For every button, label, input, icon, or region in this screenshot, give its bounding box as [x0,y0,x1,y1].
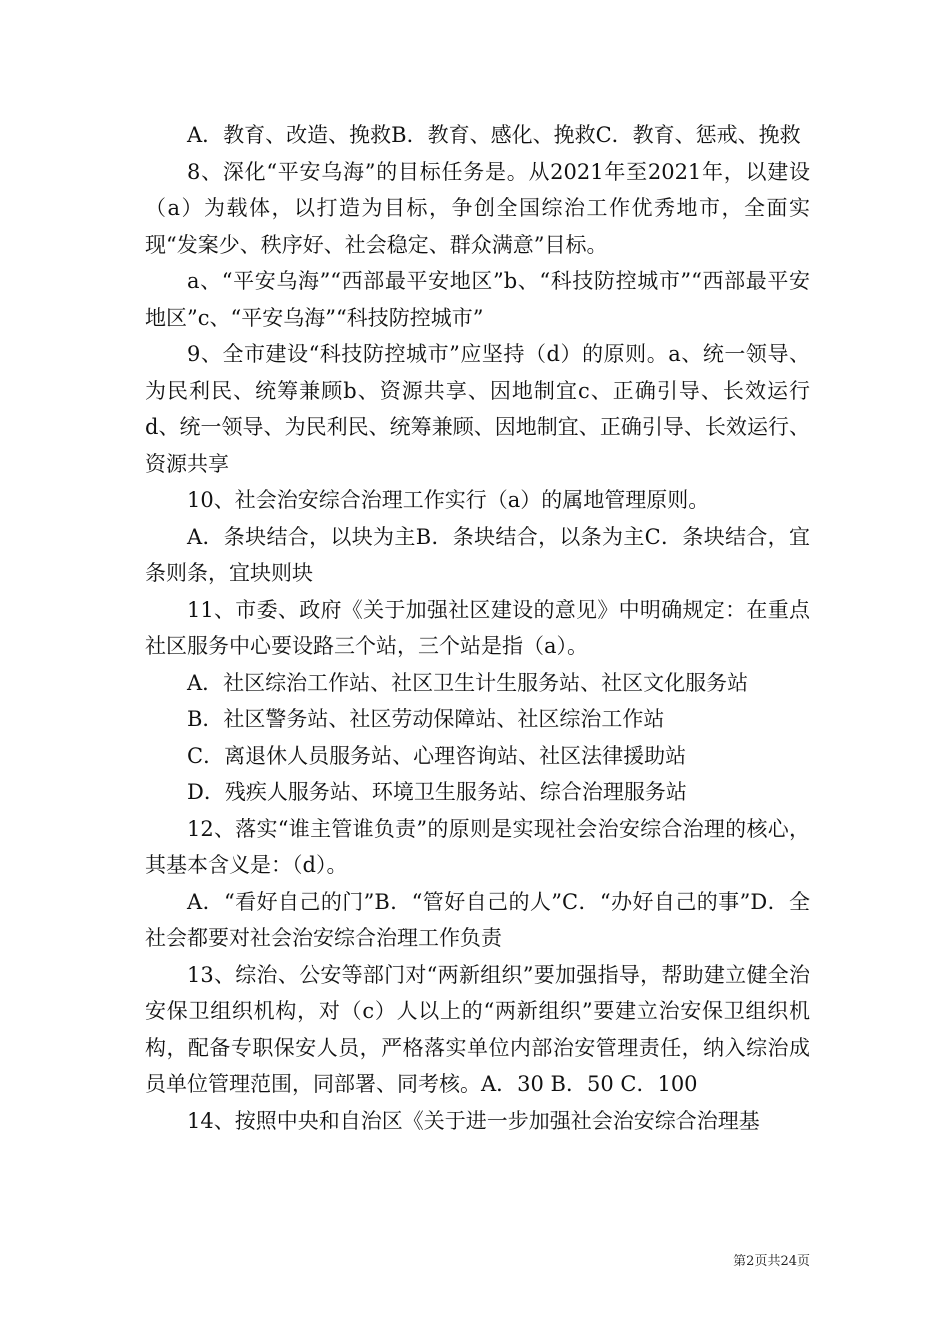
document-body [145,117,810,1139]
paragraph-option-11d: D．残疾人服务站、环境卫生服务站、综合治理服务站 [187,780,687,804]
paragraph-options-8: a、“平安乌海”“西部最平安地区”b、“科技防控城市”“西部最平安地区”c、“平安乌海”“科技防控城市” [145,269,810,330]
paragraph-options-7: A．教育、改造、挽救B．教育、感化、挽救C．教育、惩戒、挽救 [187,123,801,147]
paragraph-option-11b: B．社区警务站、社区劳动保障站、社区综治工作站 [187,707,665,731]
paragraph-question-12: 12、落实“谁主管谁负责”的原则是实现社会治安综合治理的核心，其基本含义是：（d）。 [145,816,810,877]
paragraph-question-10: 10、社会治安综合治理工作实行（a）的属地管理原则。 [187,488,710,512]
paragraph-question-11: 11、市委、政府《关于加强社区建设的意见》中明确规定：在重点社区服务中心要设路三个站，三个站是指（a）。 [145,597,810,658]
paragraph-question-14: 14、按照中央和自治区《关于进一步加强社会治安综合治理基 [187,1108,760,1133]
paragraph-question-13: 13、综治、公安等部门对“两新组织”要加强指导，帮助建立健全治安保卫组织机构，对（c）人以上的“两新组织”要建立治安保卫组织机构，配备专职保安人员，严格落实单位内部治安管理责任，纳入综治成员单位管理范围，同部署、同考核。A．30 B．50 C．100 [145,962,810,1096]
page-number-footer: 第2页共24页 [733,1254,810,1269]
paragraph-options-10: A．条块结合，以块为主B．条块结合，以条为主C．条块结合，宜条则条，宜块则块 [145,524,810,585]
paragraph-question-8: 8、深化“平安乌海”的目标任务是。从2021年至2021年，以建设（a）为载体，以打造为目标，争创全国综治工作优秀地市，全面实现“发案少、秩序好、社会稳定、群众满意”目标。 [145,159,810,257]
paragraph-option-11a: A．社区综治工作站、社区卫生计生服务站、社区文化服务站 [187,670,749,695]
paragraph-question-9: 9、全市建设“科技防控城市”应坚持（d）的原则。a、统一领导、为民利民、统筹兼顾b、资源共享、因地制宜c、正确引导、长效运行d、统一领导、为民利民、统筹兼顾、因地制宜、正确引导、长效运行、资源共享 [145,342,810,476]
paragraph-options-12: A．“看好自己的门”B．“管好自己的人”C．“办好自己的事”D．全社会都要对社会治安综合治理工作负责 [145,889,810,950]
paragraph-option-11c: C．离退休人员服务站、心理咨询站、社区法律援助站 [187,743,687,768]
